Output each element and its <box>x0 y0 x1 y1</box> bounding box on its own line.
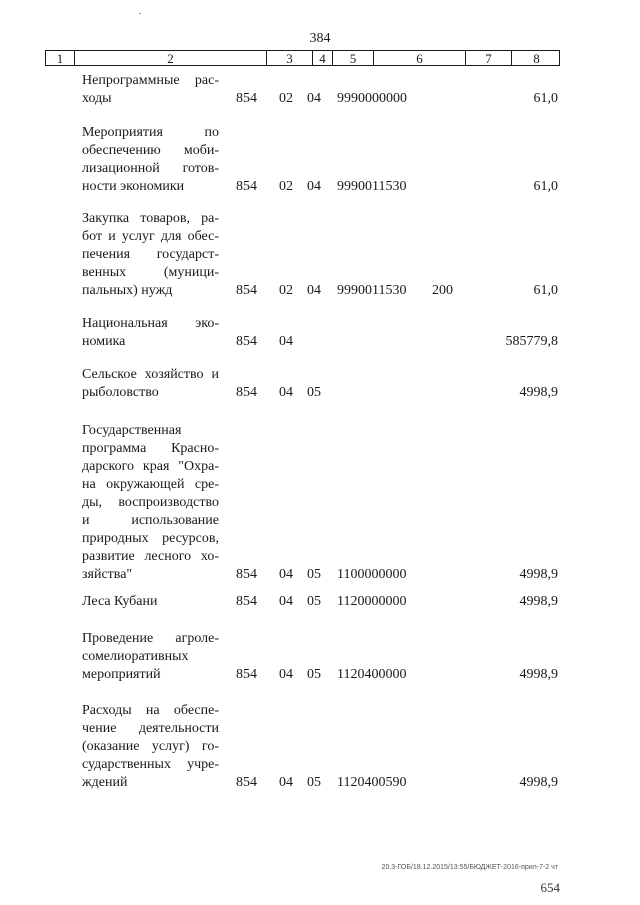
column-number-header <box>45 50 560 66</box>
row-description <box>82 210 219 300</box>
scan-speck <box>139 13 141 14</box>
description-line: печения государст- <box>82 247 219 262</box>
ministry-code: 854 <box>236 179 257 194</box>
description-line: Леса Кубани <box>82 594 158 609</box>
description-line: ды, воспроизводство <box>82 495 219 510</box>
description-line: дарского края "Охра- <box>82 459 219 474</box>
target-article-code: 1100000000 <box>337 567 407 582</box>
ministry-code: 854 <box>236 334 257 349</box>
row-description <box>82 124 219 196</box>
amount: 61,0 <box>533 179 558 194</box>
target-article-code: 1120400000 <box>337 667 407 682</box>
row-description <box>82 702 219 792</box>
amount: 61,0 <box>533 283 558 298</box>
column-header-1: 1 <box>46 51 75 65</box>
description-line: бот и услуг для обес- <box>82 229 219 244</box>
description-line: Проведение агроле- <box>82 631 219 646</box>
column-header-7: 7 <box>466 51 512 65</box>
ministry-code: 854 <box>236 567 257 582</box>
description-line: Государственная <box>82 423 182 438</box>
section-code: 04 <box>279 594 293 609</box>
target-article-code: 9990011530 <box>337 283 407 298</box>
section-code: 04 <box>279 667 293 682</box>
description-line: мероприятий <box>82 667 161 682</box>
amount: 4998,9 <box>519 594 558 609</box>
description-line: номика <box>82 334 126 349</box>
subsection-code: 05 <box>307 385 321 400</box>
description-line: зяйства" <box>82 567 133 582</box>
section-code: 04 <box>279 775 293 790</box>
page-number-bottom: 654 <box>540 880 560 895</box>
description-line: венных (муници- <box>82 265 219 280</box>
column-header-2: 2 <box>75 51 267 65</box>
description-line: программа Красно- <box>82 441 219 456</box>
target-article-code: 1120400590 <box>337 775 407 790</box>
description-line: Мероприятия по <box>82 125 219 140</box>
amount: 4998,9 <box>519 385 558 400</box>
description-line: сомелиоративных <box>82 649 189 664</box>
section-code: 02 <box>279 91 293 106</box>
row-description <box>82 315 219 351</box>
column-header-4: 4 <box>313 51 333 65</box>
subsection-code: 05 <box>307 775 321 790</box>
description-line: ности экономики <box>82 179 185 194</box>
row-description <box>82 593 219 611</box>
column-header-5: 5 <box>333 51 374 65</box>
amount: 585779,8 <box>505 334 558 349</box>
description-line: Сельское хозяйство и <box>82 367 219 382</box>
column-header-8: 8 <box>533 51 540 66</box>
section-code: 04 <box>279 385 293 400</box>
description-line: лизационной готов- <box>82 161 219 176</box>
row-description <box>82 630 219 684</box>
row-description <box>82 366 219 402</box>
subsection-code: 04 <box>307 283 321 298</box>
page-number-top: 384 <box>309 31 331 46</box>
column-header-3: 3 <box>267 51 313 65</box>
footer-file-note: 20.3-ГОБ/18.12.2015/13:55/БЮДЖЕТ-2016-прил-7-2 чт <box>381 864 558 871</box>
ministry-code: 854 <box>236 283 257 298</box>
column-header-6: 6 <box>374 51 466 65</box>
row-description <box>82 72 219 108</box>
section-code: 04 <box>279 334 293 349</box>
target-article-code: 1120000000 <box>337 594 407 609</box>
ministry-code: 854 <box>236 91 257 106</box>
subsection-code: 05 <box>307 594 321 609</box>
description-line: чение деятельности <box>82 721 219 736</box>
section-code: 04 <box>279 567 293 582</box>
ministry-code: 854 <box>236 775 257 790</box>
description-line: ждений <box>82 775 128 790</box>
subsection-code: 05 <box>307 567 321 582</box>
target-article-code: 9990000000 <box>337 91 407 106</box>
ministry-code: 854 <box>236 667 257 682</box>
amount: 4998,9 <box>519 567 558 582</box>
description-line: и использование <box>82 513 219 528</box>
description-line: обеспечению моби- <box>82 143 219 158</box>
amount: 61,0 <box>533 91 558 106</box>
subsection-code: 04 <box>307 91 321 106</box>
description-line: природных ресурсов, <box>82 531 219 546</box>
section-code: 02 <box>279 283 293 298</box>
ministry-code: 854 <box>236 385 257 400</box>
section-code: 02 <box>279 179 293 194</box>
description-line: Национальная эко- <box>82 316 219 331</box>
description-line: рыболовство <box>82 385 159 400</box>
description-line: на окружающей сре- <box>82 477 219 492</box>
amount: 4998,9 <box>519 775 558 790</box>
target-article-code: 9990011530 <box>337 179 407 194</box>
description-line: Закупка товаров, ра- <box>82 211 219 226</box>
amount: 4998,9 <box>519 667 558 682</box>
description-line: Непрограммные рас- <box>82 73 219 88</box>
subsection-code: 05 <box>307 667 321 682</box>
description-line: развитие лесного хо- <box>82 549 219 564</box>
ministry-code: 854 <box>236 594 257 609</box>
description-line: пальных) нужд <box>82 283 173 298</box>
description-line: ходы <box>82 91 112 106</box>
expense-type-code: 200 <box>432 283 453 298</box>
row-description <box>82 422 219 584</box>
description-line: сударственных учре- <box>82 757 219 772</box>
description-line: (оказание услуг) го- <box>82 739 219 754</box>
description-line: Расходы на обеспе- <box>82 703 219 718</box>
subsection-code: 04 <box>307 179 321 194</box>
